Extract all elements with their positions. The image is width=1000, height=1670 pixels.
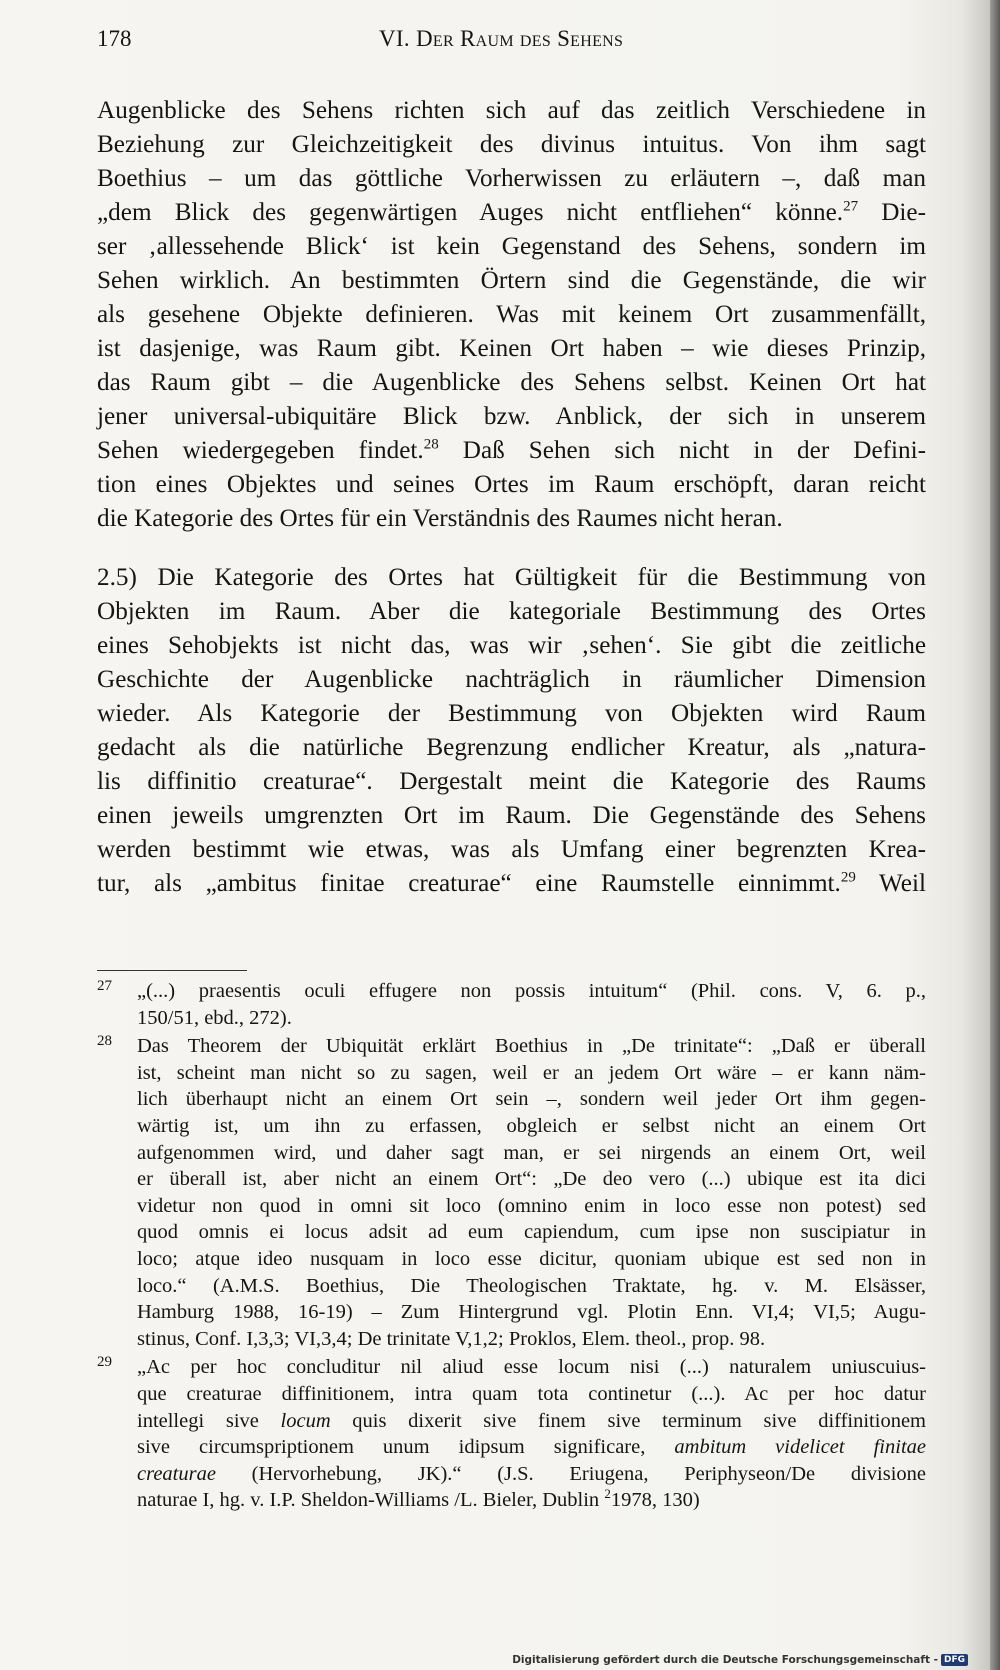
footnote-ref-28[interactable]: 28 [423, 436, 439, 453]
text-line: die Kategorie des Ortes für ein Verständnis des Raumes nicht heran. [97, 505, 783, 532]
footnote-line: stinus, Conf. I,3,3; VI,3,4; De trinitate V,1,2; Proklos, Elem. theol., prop. 98. [137, 1327, 766, 1350]
text-line: Augenblicke des Sehens richten sich auf das zeitlich Verschiedene in [97, 97, 926, 124]
footnote-line: loco.“ (A.M.S. Boethius, Die Theologischen Traktate, hg. v. M. Elsässer, [137, 1274, 926, 1297]
text-line: das Raum gibt – die Augenblicke des Sehens selbst. Keinen Ort hat [97, 369, 926, 396]
text-line: Beziehung zur Gleichzeitigkeit des divinus intuitus. Von ihm sagt [97, 131, 926, 158]
text-line: ist dasjenige, was Raum gibt. Keinen Ort haben – wie dieses Prinzip, [97, 335, 926, 362]
text-line: Objekten im Raum. Aber die kategoriale Bestimmung des Ortes [97, 598, 926, 625]
footnote-line: Das Theorem der Ubiquität erklärt Boethius in „De trinitate“: „Daß er überall [137, 1035, 926, 1058]
text-line: Boethius – um das göttliche Vorherwissen zu erläutern –, daß man [97, 165, 926, 192]
footnote-number: 29 [97, 1354, 112, 1371]
footnote-line: creaturae (Hervorhebung, JK).“ (J.S. Eriugena, Periphyseon/De divisione [137, 1462, 926, 1485]
footnote-28 [97, 1033, 926, 1352]
footnote-line: naturae I, hg. v. I.P. Sheldon-Williams /L. Bieler, Dublin $^2$1978, 130) [137, 1486, 700, 1512]
footnote-line: loco; atque ideo nusquam in loco esse dicitur, quoniam ubique est sed non in [137, 1247, 926, 1270]
footnote-line: „(...) praesentis oculi effugere non possis intuitum“ (Phil. cons. V, 6. p., [137, 980, 926, 1002]
footnote-27 [97, 978, 926, 1031]
footnote-line: sive circumspriptionem unum idipsum significare, ambitum videlicet finitae [137, 1436, 926, 1459]
text-line: werden bestimmt wie etwas, was als Umfang einer begrenzten Krea- [97, 836, 926, 863]
digitization-credit [512, 1654, 968, 1666]
text-line: „dem Blick des gegenwärtigen Auges nicht entfliehen“ könne.$^{27}$ Die- [97, 198, 926, 226]
text-line: tion eines Objektes und seines Ortes im Raum erschöpft, daran reicht [97, 471, 926, 498]
text-line: eines Sehobjekts ist nicht das, was wir ‚sehen‘. Sie gibt die zeitliche [97, 632, 926, 659]
footnote-line: er überall ist, aber nicht an einem Ort“: „De deo vero (...) ubique est ita dici [137, 1168, 926, 1191]
text-line: gedacht als die natürliche Begrenzung endlicher Kreatur, als „natura- [97, 734, 926, 761]
text-line: als gesehene Objekte definieren. Was mit keinem Ort zusammenfällt, [97, 301, 926, 328]
footnote-line: wärtig ist, um ihn zu erfassen, obgleich er selbst nicht an einem Ort [137, 1114, 926, 1137]
footnote-separator [97, 970, 247, 971]
paragraph-2 [97, 561, 926, 901]
page-number: 178 [97, 26, 132, 51]
text-line: jener universal-ubiquitäre Blick bzw. Anblick, der sich in unserem [97, 403, 926, 430]
footnotes [97, 978, 926, 1516]
paragraph-1 [97, 94, 926, 536]
text-line: Sehen wirklich. An bestimmten Örtern sind die Gegenstände, die wir [97, 267, 926, 294]
footnote-line: intellegi sive locum quis dixerit sive finem sive terminum sive diffinitionem [137, 1409, 926, 1432]
text-line: tur, als „ambitus finitae creaturae“ eine Raumstelle einnimmt.$^{29}$ Weil [97, 869, 926, 897]
footnote-line: Hamburg 1988, 16-19) – Zum Hintergrund vgl. Plotin Enn. VI,4; VI,5; Augu- [137, 1301, 926, 1324]
footnote-line: 150/51, ebd., 272). [137, 1006, 292, 1029]
text-line: lis diffinitio creaturae“. Dergestalt meint die Kategorie des Raums [97, 768, 926, 795]
footnote-line: quod omnis ei locus adsit ad eum capiendum, cum ipse non suscipiatur in [137, 1221, 926, 1244]
footnote-line: ist, scheint man nicht so zu sagen, weil er an jedem Ort wäre – er kann näm- [137, 1061, 926, 1084]
credit-text: Digitalisierung gefördert durch die Deutsche Forschungsgemeinschaft - [512, 1654, 938, 1666]
running-head [97, 26, 927, 56]
footnote-ref-27[interactable]: 27 [843, 198, 859, 215]
footnote-line: videtur non quod in omni sit loco (omnino enim in loco esse non potest) sed [137, 1194, 926, 1217]
text-line: Sehen wiedergegeben findet.$^{28}$ Daß Sehen sich nicht in der Defini- [97, 436, 926, 464]
footnote-line: „Ac per hoc concluditur nil aliud esse locum nisi (...) naturalem uniuscuius- [137, 1356, 926, 1379]
footnote-line: aufgenommen wird, und daher sagt man, er sei nirgends an einem Ort, weil [137, 1141, 926, 1164]
footnote-number: 27 [97, 978, 112, 994]
text-line: 2.5) Die Kategorie des Ortes hat Gültigkeit für die Bestimmung von [97, 564, 926, 591]
footnote-line: que creaturae diffinitionem, intra quam tota continetur (...). Ac per hoc datur [137, 1382, 926, 1405]
body-text [97, 94, 926, 901]
footnote-29 [97, 1354, 926, 1514]
text-line: Geschichte der Augenblicke nachträglich in räumlicher Dimension [97, 666, 926, 693]
dfg-logo-icon: DFG [941, 1654, 968, 1666]
text-line: ser ‚allessehende Blick‘ ist kein Gegenstand des Sehens, sondern im [97, 233, 926, 260]
footnote-line: lich überhaupt nicht an einem Ort sein –, sondern weil jeder Ort ihm gegen- [137, 1088, 926, 1111]
footnote-ref-29[interactable]: 29 [840, 869, 856, 886]
text-line: einen jeweils umgrenzten Ort im Raum. Die Gegenstände des Sehens [97, 802, 926, 829]
footnote-number: 28 [97, 1033, 112, 1050]
text-line: wieder. Als Kategorie der Bestimmung von Objekten wird Raum [97, 700, 926, 727]
chapter-title: VI. Der Raum des Sehens [379, 26, 624, 51]
page-edge-shadow [990, 0, 1000, 1670]
